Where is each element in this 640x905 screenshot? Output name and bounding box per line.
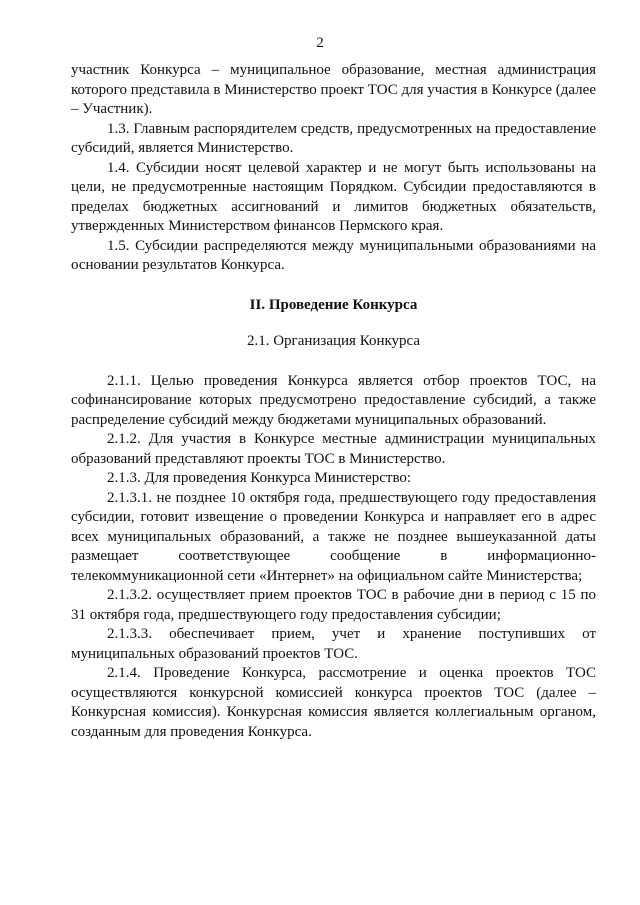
- paragraph-2-1-3-3: 2.1.3.3. обеспечивает прием, учет и хранение поступивших от муниципальных образований проектов ТОС.: [71, 626, 596, 662]
- paragraph-1-4: 1.4. Субсидии носят целевой характер и не могут быть использованы на цели, не предусмотренные настоящим Порядком. Субсидии предоставляются в пределах бюджетных ассигнований и лимитов бюджетных обязательств, утвержденных Министерством финансов Пермского края.: [71, 159, 596, 234]
- document-body: [71, 61, 596, 742]
- page-number: 2: [316, 35, 324, 51]
- paragraph-1-5: 1.5. Субсидии распределяются между муниципальными образованиями на основании результатов Конкурса.: [71, 237, 596, 273]
- section-heading: II. Проведение Конкурса: [249, 296, 418, 313]
- paragraph-2-1-2: 2.1.2. Для участия в Конкурсе местные администрации муниципальных образований представляют проекты ТОС в Министерство.: [71, 431, 596, 467]
- paragraph-2-1-4: 2.1.4. Проведение Конкурса, рассмотрение и оценка проектов ТОС осуществляются конкурсной комиссией конкурса проектов ТОС (далее – Конкурсная комиссия). Конкурсная комиссия является коллегиальным органом, созданным для проведения Конкурса.: [71, 665, 596, 740]
- paragraph-2-1-3: 2.1.3. Для проведения Конкурса Министерство:: [107, 470, 412, 486]
- paragraph-2-1-1: 2.1.1. Целью проведения Конкурса является отбор проектов ТОС, на софинансирование которых предусмотрено предоставление субсидий, а также распределение субсидий между бюджетами муниципальных образований.: [71, 372, 596, 428]
- paragraph-1-3: 1.3. Главным распорядителем средств, предусмотренных на предоставление субсидий, является Министерство.: [71, 120, 596, 156]
- subsection-heading: 2.1. Организация Конкурса: [246, 333, 421, 349]
- paragraph-participant-definition: участник Конкурса – муниципальное образование, местная администрация которого представила в Министерство проект ТОС для участия в Конкурсе (далее – Участник).: [71, 62, 596, 117]
- paragraph-2-1-3-1: 2.1.3.1. не позднее 10 октября года, предшествующего году предоставления субсидии, готовит извещение о проведении Конкурса и направляет его в адрес всех муниципальных образований, а также не позднее вышеуказанной даты размещает соответствующее сообщение в информационно-телекоммуникационной сети «Интернет» на официальном сайте Министерства;: [71, 489, 596, 584]
- paragraph-2-1-3-2: 2.1.3.2. осуществляет прием проектов ТОС в рабочие дни в период с 15 по 31 октября года, предшествующего году предоставления субсидии;: [71, 587, 596, 623]
